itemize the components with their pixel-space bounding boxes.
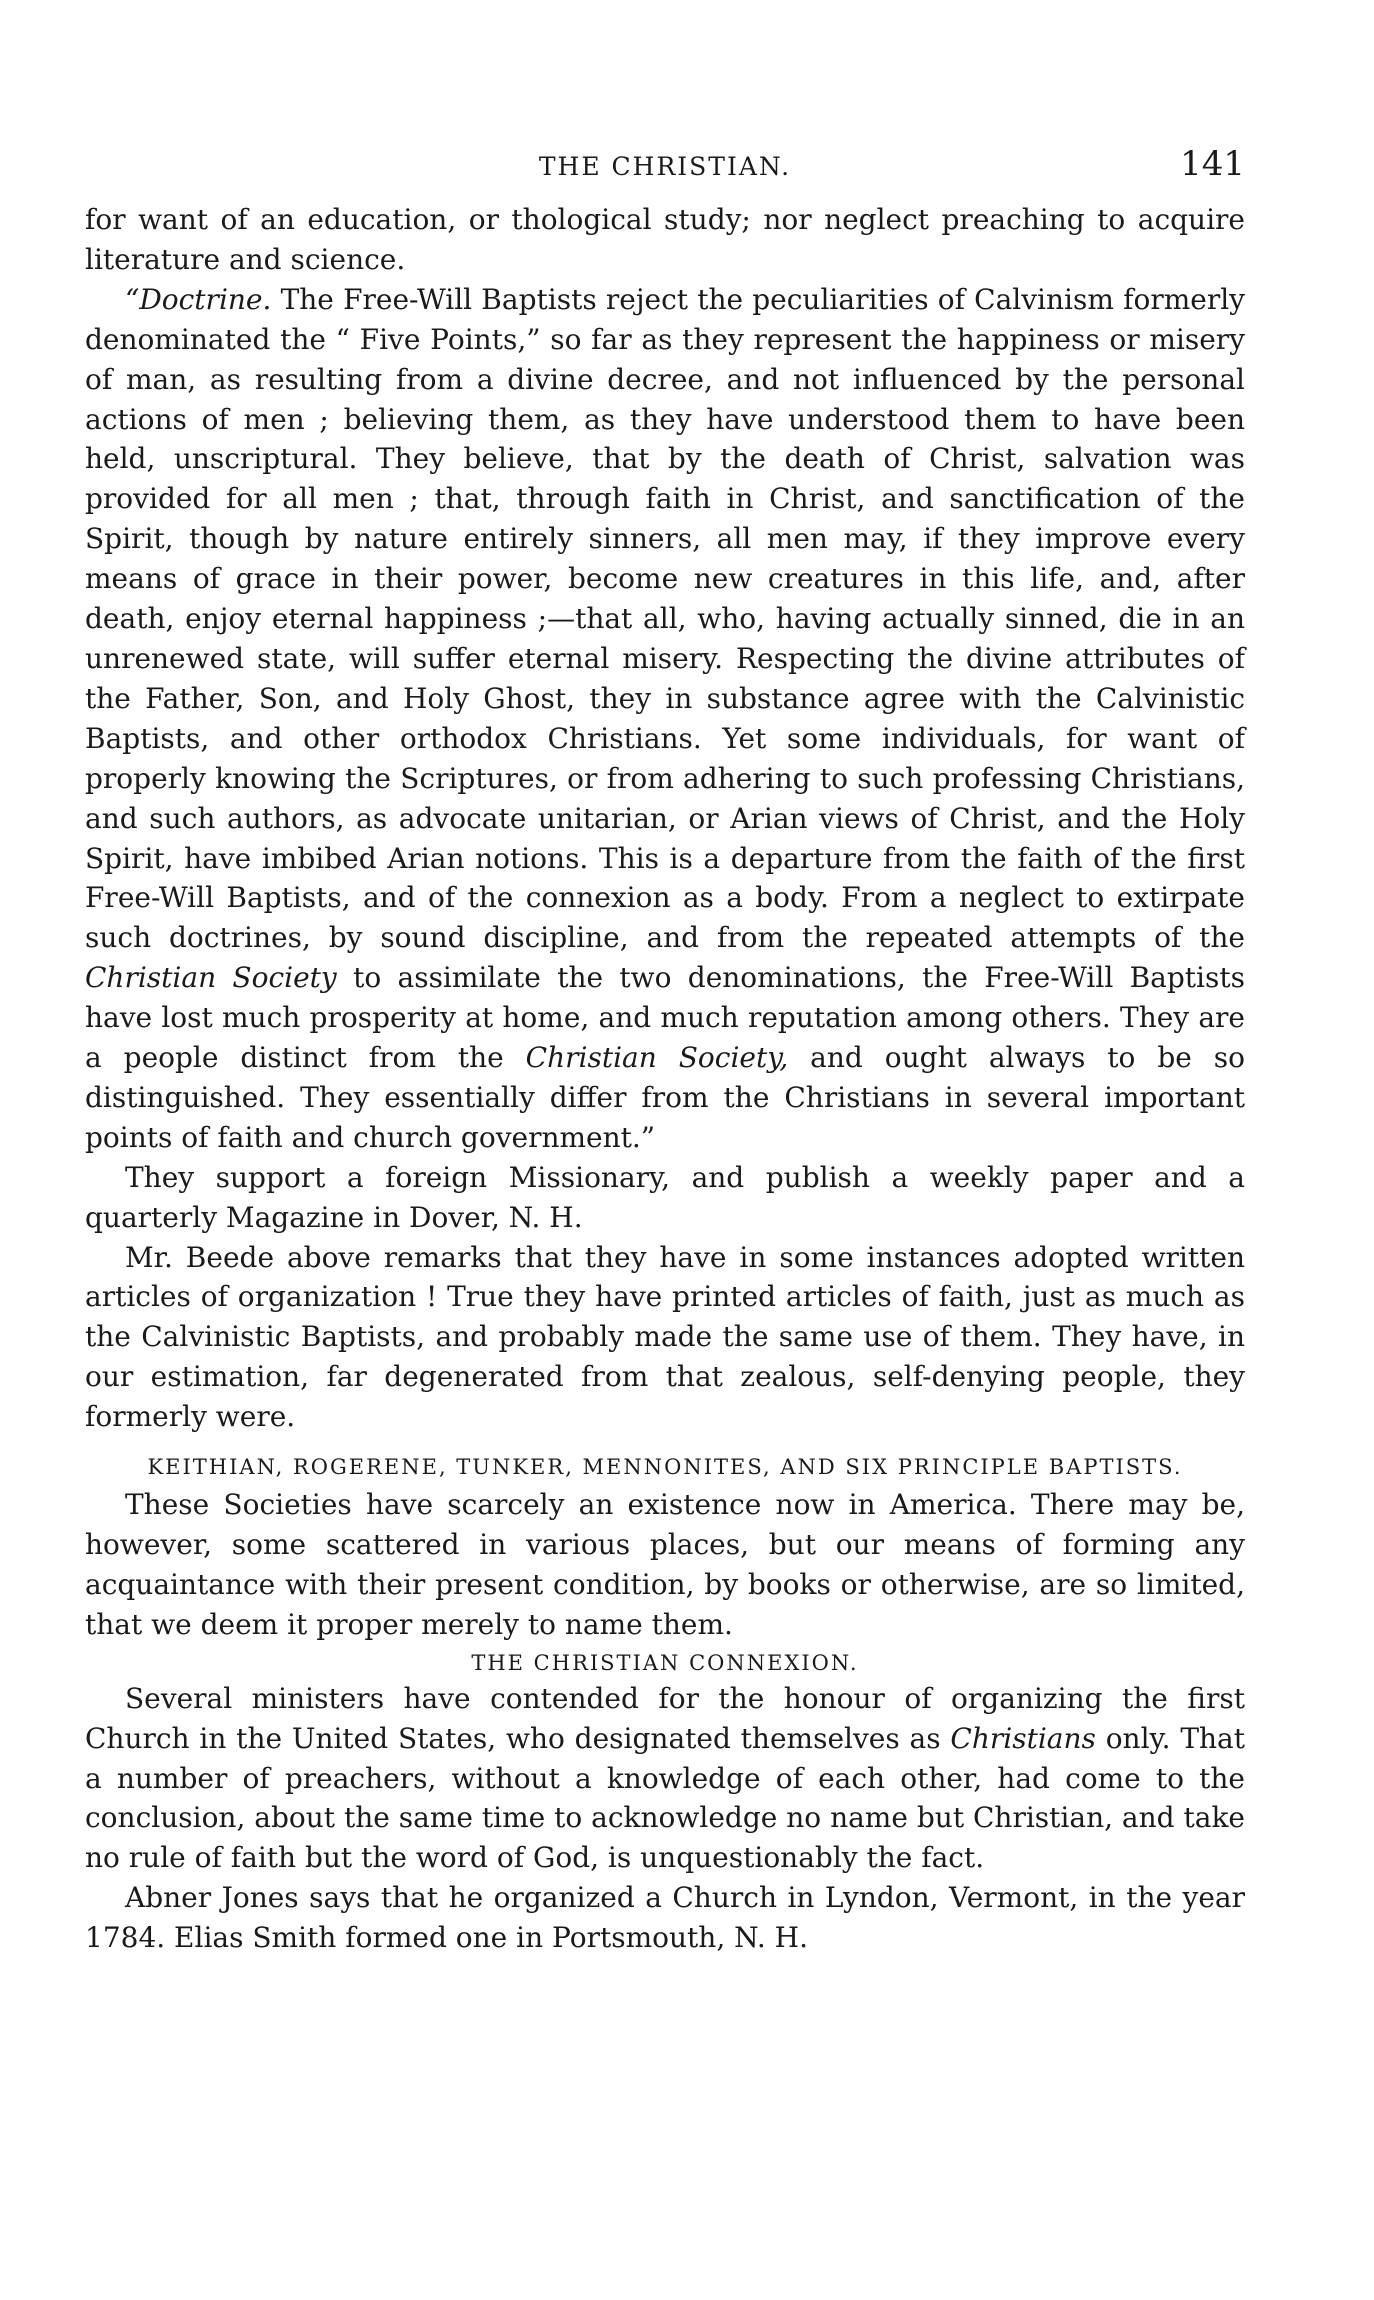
paragraph-societies bbox=[85, 1485, 1245, 1645]
paragraph-doctrine bbox=[85, 280, 1245, 1158]
paragraph-ministers bbox=[85, 1679, 1245, 1879]
ministers-italic: Christians bbox=[950, 1721, 1096, 1755]
paragraph-abner-jones-text: Abner Jones says that he organized a Church in Lyndon, Vermont, in the year 1784. Elias Smith formed one in Portsmouth, N. H. bbox=[85, 1881, 1245, 1955]
paragraph-beede bbox=[85, 1238, 1245, 1438]
ministers-text-1: Several ministers have contended for the honour of organizing the first Church in the United States, who designated themselves as bbox=[85, 1681, 1245, 1755]
doctrine-italic-2: Christian Society, bbox=[525, 1041, 789, 1075]
doctrine-lead: “Doctrine. bbox=[125, 282, 272, 316]
doctrine-text-3: and ought always to be so distinguished. They essentially differ from the Christians in several important points of faith and church government.” bbox=[85, 1041, 1245, 1154]
paragraph-missionary-text: They support a foreign Missionary, and publish a weekly paper and a quarterly Magazine in Dover, N. H. bbox=[85, 1160, 1245, 1234]
running-title: THE CHRISTIAN. bbox=[538, 152, 792, 181]
paragraph-1 bbox=[85, 200, 1245, 280]
paragraph-missionary bbox=[85, 1158, 1245, 1238]
section-heading-connexion: THE CHRISTIAN CONNEXION. bbox=[471, 1650, 859, 1675]
paragraph-1-text: for want of an education, or thological study; nor neglect preaching to acquire literature and science. bbox=[85, 203, 1245, 276]
doctrine-text-2: to assimilate the two denominations, the Free-Will Baptists have lost much prosperity at home, and much reputation among others. They are a people distinct from the bbox=[85, 961, 1245, 1075]
doctrine-text-1: The Free-Will Baptists reject the peculiarities of Calvinism formerly denominated the “ Five Points,” so far as they represent the happiness or misery of man, as resulting from a divine decree, and not influenced by the personal actions of men ; believing them, as they have understood them to have been held, unscriptural. They believe, that by the death of Christ, salvation was provided for all men ; that, through faith in Christ, and sanctification of the Spirit, though by nature entirely sinners, all men may, if they improve every means of grace in their power, become new creatures in this life, and, after death, enjoy eternal happiness ;—that all, who, having actually sinned, die in an unrenewed state, will suffer eternal misery. Respecting the divine attributes of the Father, Son, and Holy Ghost, they in substance agree with the Calvinistic Baptists, and other orthodox Christians. Yet some individuals, for want of properly knowing the Scriptures, or from adhering to such professing Christians, and such authors, as advocate unitarian, or Arian views of Christ, and the Holy Spirit, have imbibed Arian notions. This is a departure from the faith of the first Free-Will Baptists, and of the connexion as a body. From a neglect to extirpate such doctrines, by sound discipline, and from the repeated attempts of the bbox=[85, 282, 1245, 955]
ministers-text-2: only. That a number of preachers, without a knowledge of each other, had come to the conclusion, about the same time to acknowledge no name but Christian, and take no rule of faith but the word of God, is unquestionably the fact. bbox=[85, 1721, 1245, 1875]
page-number: 141 bbox=[1180, 144, 1245, 184]
running-head bbox=[85, 140, 1245, 200]
paragraph-societies-text: These Societies have scarcely an existence now in America. There may be, however, some scattered in various places, but our means of forming any acquaintance with their present condition, by books or otherwise, are so limited, that we deem it proper merely to name them. bbox=[85, 1488, 1245, 1641]
doctrine-italic-1: Christian Society bbox=[85, 961, 337, 995]
book-page bbox=[85, 140, 1245, 1958]
paragraph-abner-jones bbox=[85, 1878, 1245, 1958]
paragraph-beede-text: Mr. Beede above remarks that they have in some instances adopted written articles of organization ! True they have printed articles of faith, just as much as the Calvinistic Baptists, and probably made the same use of them. They have, in our estimation, far degenerated from that zealous, self-denying people, they formerly were. bbox=[85, 1240, 1245, 1434]
section-heading-sects: KEITHIAN, ROGERENE, TUNKER, MENNONITES, AND SIX PRINCIPLE BAPTISTS. bbox=[147, 1455, 1183, 1480]
